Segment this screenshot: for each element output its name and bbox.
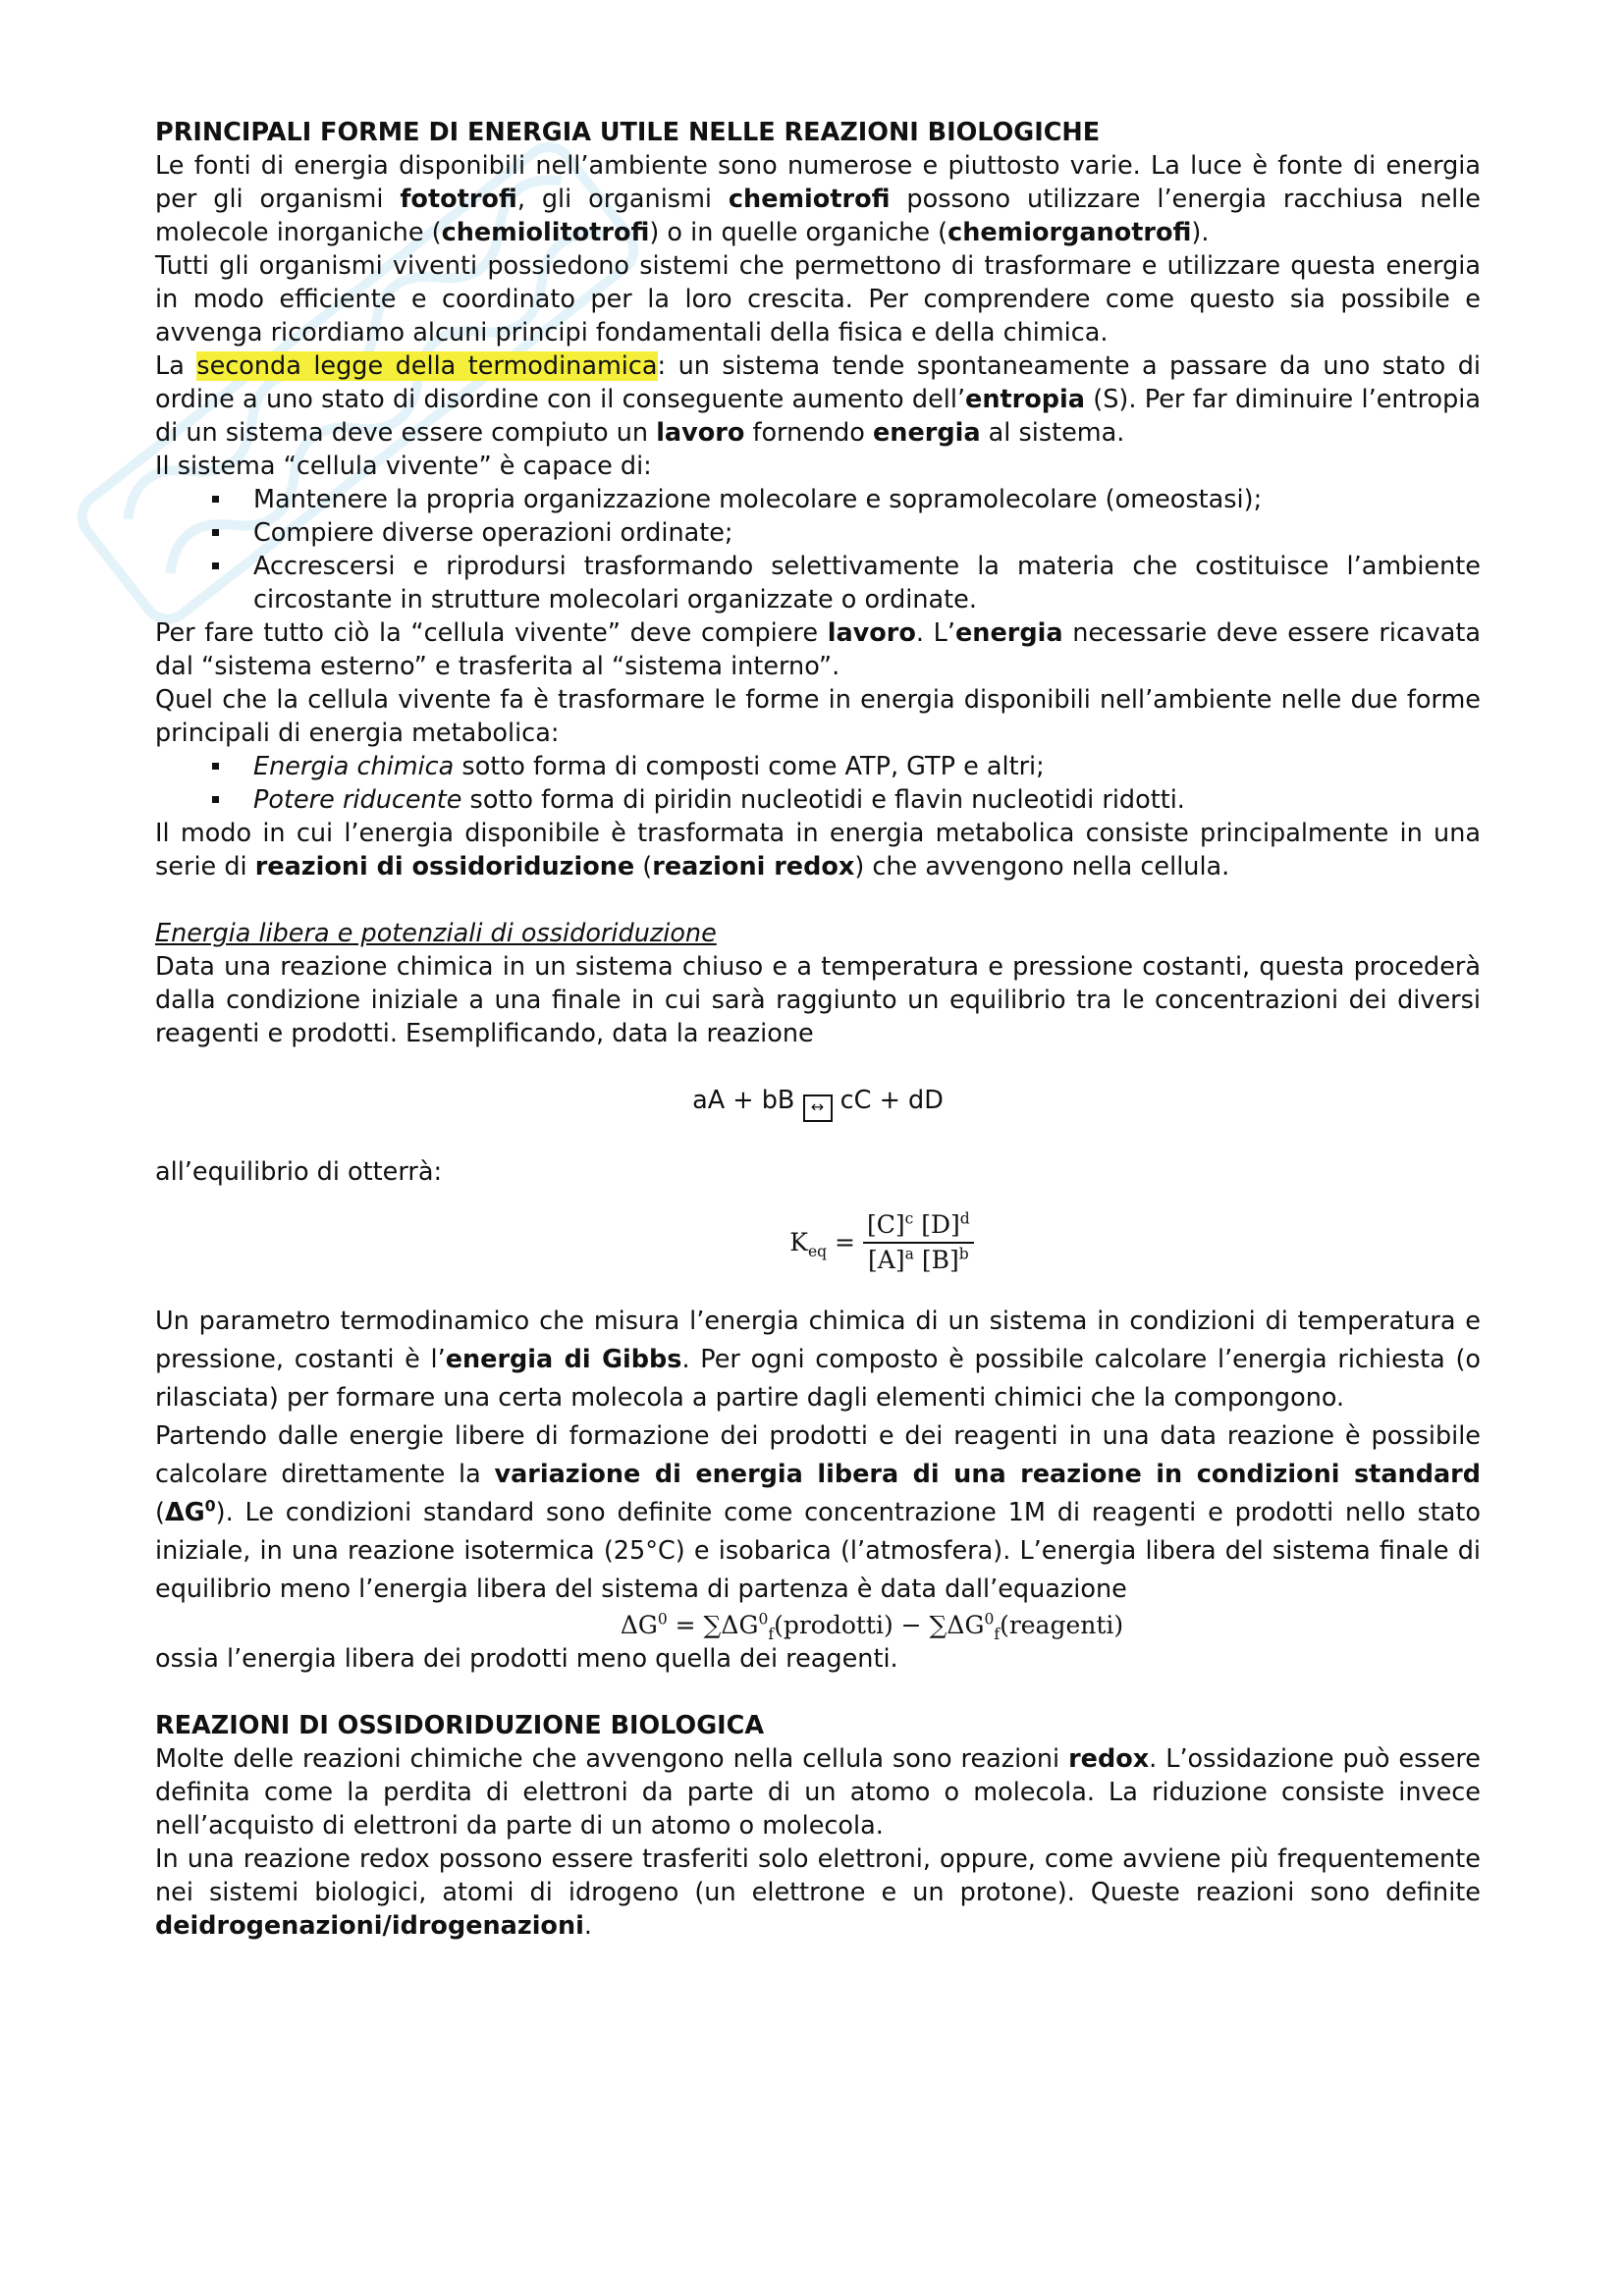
- section-title: REAZIONI DI OSSIDORIDUZIONE BIOLOGICA: [155, 1711, 765, 1740]
- list-item: Compiere diverse operazioni ordinate;: [210, 516, 1481, 550]
- paragraph-gibbs-energy: Un parametro termodinamico che misura l’energia chimica di un sistema in condizioni di temperatura e pressione, costanti è l’energia di Gibbs. Per ogni composto è possibile calcolare l’energia richiesta (o rilasciata) per formare una certa molecola a partire dagli elementi chimici che la compongono.: [155, 1307, 1481, 1413]
- paragraph-redox-intro: Il modo in cui l’energia disponibile è trasformata in energia metabolica consiste principalmente in una serie di reazioni di ossidoriduzione (reazioni redox) che avvengono nella cellula.: [155, 819, 1481, 881]
- subsection-title: Energia libera e potenziali di ossidoriduzione: [155, 919, 717, 948]
- paragraph-work-energy: Per fare tutto ciò la “cellula vivente” deve compiere lavoro. L’energia necessarie deve essere ricavata dal “sistema esterno” e trasferita al “sistema interno”.: [155, 618, 1481, 681]
- paragraph-redox-definition: Molte delle reazioni chimiche che avvengono nella cellula sono reazioni redox. L’ossidazione può essere definita come la perdita di elettroni da parte di un atomo o molecola. La riduzione consiste invece nell’acquisto di elettroni da parte di un atomo o molecola.: [155, 1744, 1481, 1841]
- paragraph-dehydrogenation: In una reazione redox possono essere trasferiti solo elettroni, oppure, come avviene più frequentemente nei sistemi biologici, atomi di idrogeno (un elettrone e un protone). Queste reazioni sono definite deidrogenazioni/idrogenazioni.: [155, 1844, 1481, 1941]
- list-item: Accrescersi e riprodursi trasformando selettivamente la materia che costituisce l’ambiente circostante in strutture molecolari organizzate o ordinate.: [210, 550, 1481, 616]
- list-item: Mantenere la propria organizzazione molecolare e sopramolecolare (omeostasi);: [210, 483, 1481, 516]
- equilibrium-constant-formula: $K_{eq}$ = $\frac{[C]^c [D]^d}{[A]^a [B]^b}$: [155, 1210, 1481, 1275]
- paragraph-at-equilibrium: all’equilibrio di otterrà:: [155, 1157, 443, 1187]
- bullet-list-energy-forms: [155, 750, 1481, 817]
- paragraph-living-systems: Tutti gli organismi viventi possiedono sistemi che permettono di trasformare e utilizzare questa energia in modo efficiente e coordinato per la loro crescita. Per comprendere come questo sia possibile e avvenga ricordiamo alcuni principi fondamentali della fisica e della chimica.: [155, 251, 1481, 347]
- paragraph-second-law: La seconda legge della termodinamica: un sistema tende spontaneamente a passare da uno stato di ordine a uno stato di disordine con il conseguente aumento dell’entropia (S). Per far diminuire l’entropia di un sistema deve essere compiuto un lavoro fornendo energia al sistema.: [155, 351, 1481, 448]
- reaction-equation: aA + bB ↔ cC + dD: [155, 1084, 1481, 1122]
- paragraph-standard-conditions: Partendo dalle energie libere di formazione dei prodotti e dei reagenti in una data reazione è possibile calcolare direttamente la variazione di energia libera di una reazione in condizioni standard $(\Delta G^0)$. Le condizioni standard sono definite come concentrazione 1M di reagenti e prodotti nello stato iniziale, in una reazione isotermica (25°C) e isobarica (l’atmosfera). L’energia libera del sistema finale di equilibrio meno l’energia libera del sistema di partenza è data dall’equazione: [155, 1421, 1481, 1604]
- document-page: [155, 116, 1481, 1943]
- paragraph-metabolic-forms: Quel che la cellula vivente fa è trasformare le forme in energia disponibili nell’ambiente nelle due forme principali di energia metabolica:: [155, 685, 1481, 748]
- bullet-list-capabilities: [155, 483, 1481, 616]
- list-item: Energia chimica sotto forma di composti come ATP, GTP e altri;: [210, 750, 1481, 783]
- section-title: PRINCIPALI FORME DI ENERGIA UTILE NELLE REAZIONI BIOLOGICHE: [155, 118, 1101, 147]
- paragraph-cell-capabilities: Il sistema “cellula vivente” è capace di:: [155, 452, 652, 481]
- free-energy-equation: $\Delta G^0$ = $\sum\Delta G^0_f(prodotti)$ − $\sum\Delta G^0_f(reagenti)$: [620, 1610, 1124, 1643]
- paragraph-equilibrium: Data una reazione chimica in un sistema chiuso e a temperatura e pressione costanti, questa procederà dalla condizione iniziale a una finale in cui sarà raggiunto un equilibrio tra le concentrazioni dei diversi reagenti e prodotti. Esemplificando, data la reazione: [155, 952, 1481, 1048]
- equilibrium-arrow-icon: ↔: [803, 1095, 833, 1122]
- paragraph-energy-sources: Le fonti di energia disponibili nell’ambiente sono numerose e piuttosto varie. La luce è fonte di energia per gli organismi fototrofi, gli organismi chemiotrofi possono utilizzare l’energia racchiusa nelle molecole inorganiche (chemiolitotrofi) o in quelle organiche (chemiorganotrofi).: [155, 151, 1481, 247]
- highlighted-text: seconda legge della termodinamica: [196, 351, 658, 381]
- list-item: Potere riducente sotto forma di piridin nucleotidi e flavin nucleotidi ridotti.: [210, 783, 1481, 817]
- paragraph-free-energy-explained: ossia l’energia libera dei prodotti meno quella dei reagenti.: [155, 1644, 898, 1674]
